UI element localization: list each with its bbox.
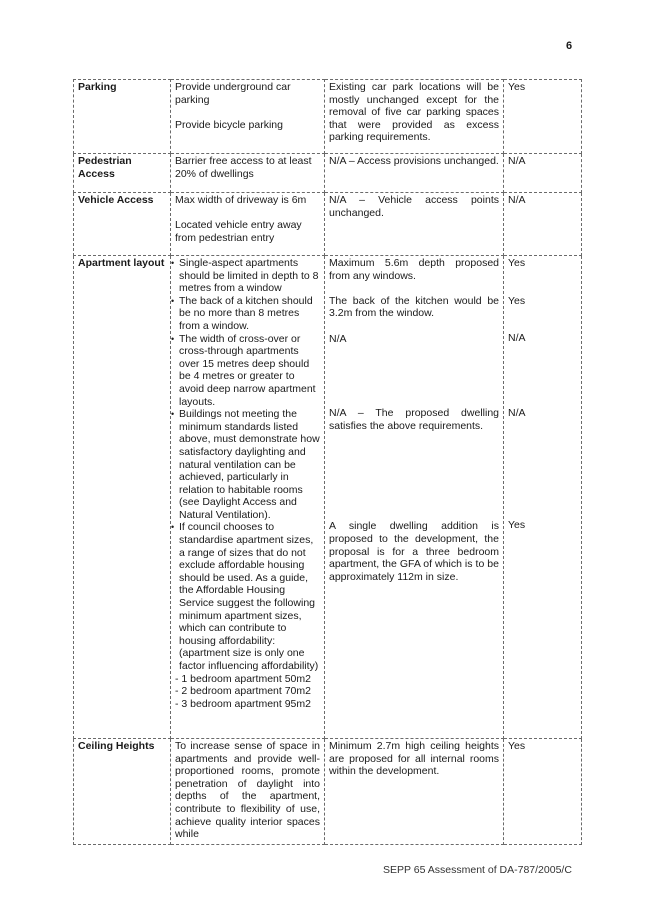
compliance-value: Yes xyxy=(508,519,526,532)
list-item: • The back of a kitchen should be no more than 8 metres from a window. xyxy=(175,295,320,333)
proposal-cell-apartment-layout xyxy=(325,256,504,739)
row-label-pedestrian-access: Pedestrian Access xyxy=(74,154,171,193)
row-label-parking: Parking xyxy=(74,80,171,154)
table-row-vehicle-access xyxy=(74,193,582,256)
compliance-cell-vehicle-access: N/A xyxy=(504,193,582,256)
row-label-apartment-layout: Apartment layout xyxy=(74,256,171,739)
table-row-pedestrian-access xyxy=(74,154,582,193)
requirement-text: Provide underground car parking xyxy=(175,81,291,106)
requirement-cell-ceiling-heights: To increase sense of space in apartments and provide well- proportioned rooms, promote penetration of daylight into depths of the apartment, contribute to flexibility of use, achieve quality interior spaces while xyxy=(171,739,325,845)
proposal-cell-ceiling-heights: Minimum 2.7m high ceiling heights are proposed for all internal rooms within the development. xyxy=(325,739,504,845)
compliance-value: N/A xyxy=(508,332,526,345)
assessment-table xyxy=(73,79,582,845)
requirement-cell-apartment-layout xyxy=(171,256,325,739)
compliance-value: Yes xyxy=(508,294,526,307)
compliance-cell-parking: Yes xyxy=(504,80,582,154)
list-item: • Buildings not meeting the minimum standards listed above, must demonstrate how satisfactory daylighting and natural ventilation can be achieved, particularly in relation to habitable rooms (see Daylight Access and Natural Ventilation). xyxy=(175,408,320,521)
compliance-cell-apartment-layout xyxy=(504,256,582,739)
requirement-cell-pedestrian-access: Barrier free access to at least 20% of dwellings xyxy=(171,154,325,193)
requirement-cell-parking xyxy=(171,80,325,154)
requirement-text: Located vehicle entry away from pedestrian entry xyxy=(175,219,302,244)
size-line: - 3 bedroom apartment 95m2 xyxy=(175,697,311,710)
proposal-cell-pedestrian-access: N/A – Access provisions unchanged. xyxy=(325,154,504,193)
proposal-cell-parking: Existing car park locations will be mostly unchanged except for the removal of five car parking spaces that were provided as excess parking requirements. xyxy=(325,80,504,154)
compliance-value: Yes xyxy=(508,257,526,269)
proposal-text: N/A xyxy=(329,332,347,345)
row-label-vehicle-access: Vehicle Access xyxy=(74,193,171,256)
page-number: 6 xyxy=(566,40,573,52)
compliance-cell-pedestrian-access: N/A xyxy=(504,154,582,193)
table-row-parking xyxy=(74,80,582,154)
list-item: • Single-aspect apartments should be limited in depth to 8 metres from a window xyxy=(175,257,320,295)
list-item: • If council chooses to standardise apartment sizes, a range of sizes that do not exclude affordable housing should be used. As a guide, the Affordable Housing Service suggest the following minimum apartment sizes, which can contribute to housing affordability: (apartment size is only one factor influencing affordability) xyxy=(175,521,320,672)
table-row-ceiling-heights xyxy=(74,739,582,845)
page-footer: SEPP 65 Assessment of DA-787/2005/C xyxy=(383,864,572,876)
row-label-ceiling-heights: Ceiling Heights xyxy=(74,739,171,845)
size-line: - 2 bedroom apartment 70m2 xyxy=(175,685,311,698)
requirement-text: Max width of driveway is 6m xyxy=(175,194,307,206)
requirement-cell-vehicle-access xyxy=(171,193,325,256)
requirement-list xyxy=(175,257,320,673)
list-item: • The width of cross-over or cross-through apartments over 15 metres deep should be 4 metres or greater to avoid deep narrow apartment layouts. xyxy=(175,333,320,409)
requirement-text: Provide bicycle parking xyxy=(175,118,283,131)
size-line: - 1 bedroom apartment 50m2 xyxy=(175,672,311,685)
proposal-text: A single dwelling addition is proposed to the development, the proposal is for a three bedroom apartment, the GFA of which is to be approximately 112m in size. xyxy=(329,520,499,583)
table-row-apartment-layout xyxy=(74,256,582,739)
proposal-cell-vehicle-access: N/A – Vehicle access points unchanged. xyxy=(325,193,504,256)
compliance-value: N/A xyxy=(508,406,526,419)
proposal-text: Maximum 5.6m depth proposed from any windows. xyxy=(329,257,499,282)
compliance-cell-ceiling-heights: Yes xyxy=(504,739,582,845)
proposal-text: The back of the kitchen would be 3.2m from the window. xyxy=(329,294,499,320)
proposal-text: N/A – The proposed dwelling satisfies the above requirements. xyxy=(329,407,499,432)
